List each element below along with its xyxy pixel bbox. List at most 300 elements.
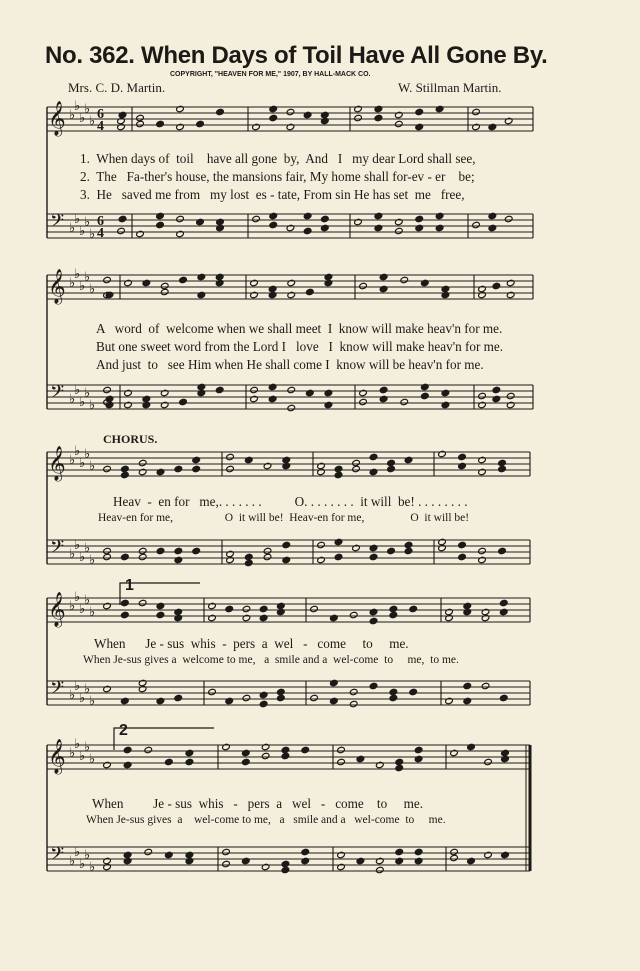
note-head [478, 456, 487, 463]
note-head [409, 605, 418, 612]
note-head [506, 291, 515, 298]
lyricist-credit: Mrs. C. D. Martin. [68, 80, 166, 95]
flat-icon: ♭ [74, 99, 81, 114]
note-head [176, 123, 185, 130]
note-head [123, 746, 132, 753]
note-head [498, 547, 507, 554]
note-head [445, 614, 454, 621]
note-head [174, 614, 183, 621]
note-head [208, 688, 217, 695]
note-head [277, 608, 286, 615]
note-head [498, 465, 507, 472]
note-head [354, 105, 363, 112]
note-head [374, 212, 383, 219]
note-head [103, 602, 112, 609]
flat-icon: ♭ [79, 111, 86, 126]
flat-icon: ♭ [89, 398, 96, 413]
note-head [321, 215, 330, 222]
note-head [488, 212, 497, 219]
note-head [287, 386, 296, 393]
note-head [438, 538, 447, 545]
note-head [488, 123, 497, 130]
flat-icon: ♭ [69, 746, 76, 761]
note-head [301, 857, 310, 864]
treble-clef-icon: 𝄞 [48, 101, 66, 136]
time-signature: 4 [97, 226, 104, 241]
note-head [259, 605, 268, 612]
note-head [124, 279, 133, 286]
note-head [369, 453, 378, 460]
note-head [435, 224, 444, 231]
note-head [226, 550, 235, 557]
note-head [337, 851, 346, 858]
note-head [317, 462, 326, 469]
note-head [144, 746, 153, 753]
note-head [472, 221, 481, 228]
note-head [387, 547, 396, 554]
note-head [192, 456, 201, 463]
note-head [472, 108, 481, 115]
note-head [225, 697, 234, 704]
note-head [244, 456, 253, 463]
note-head [138, 685, 147, 692]
note-head [352, 459, 361, 466]
note-head [484, 758, 493, 765]
note-head [138, 468, 147, 475]
note-head [334, 465, 343, 472]
note-head [185, 851, 194, 858]
note-head [160, 282, 169, 289]
note-head [369, 608, 378, 615]
note-head [404, 456, 413, 463]
flat-icon: ♭ [84, 682, 91, 697]
note-head [478, 401, 487, 408]
note-head [250, 291, 259, 298]
flat-icon: ♭ [89, 114, 96, 129]
note-head [103, 386, 112, 393]
note-head [310, 605, 319, 612]
note-head [124, 389, 133, 396]
note-head [142, 401, 151, 408]
note-head [349, 688, 358, 695]
note-head [268, 285, 277, 292]
flat-icon: ♭ [69, 392, 76, 407]
note-head [387, 465, 396, 472]
note-head [277, 602, 286, 609]
note-head [263, 547, 272, 554]
note-head [379, 395, 388, 402]
note-head [492, 395, 501, 402]
flat-icon: ♭ [69, 547, 76, 562]
flat-icon: ♭ [79, 395, 86, 410]
note-head [306, 288, 315, 295]
flat-icon: ♭ [69, 276, 76, 291]
note-head [282, 456, 291, 463]
note-head [103, 761, 112, 768]
note-head [359, 389, 368, 396]
note-head [395, 848, 404, 855]
note-head [142, 395, 151, 402]
note-head [269, 105, 278, 112]
note-head [356, 755, 365, 762]
note-head [498, 459, 507, 466]
note-head [421, 392, 430, 399]
note-head [374, 224, 383, 231]
verse-3-line-1: 3. He saved me from my lost es - tate, From sin He has set me free, [80, 187, 465, 202]
note-head [124, 401, 133, 408]
bass-clef-icon: 𝄢 [50, 844, 65, 869]
note-head [160, 288, 169, 295]
flat-icon: ♭ [79, 602, 86, 617]
note-head [192, 547, 201, 554]
note-head [121, 599, 130, 606]
treble-clef-icon: 𝄞 [48, 592, 66, 627]
note-head [330, 614, 339, 621]
note-head [303, 212, 312, 219]
note-head [121, 611, 130, 618]
note-head [121, 471, 130, 478]
note-head [374, 105, 383, 112]
note-head [349, 611, 358, 618]
second-ending-upper-text: When Je - sus whis - pers a wel - come to me. [92, 796, 424, 811]
composer-credit: W. Stillman Martin. [398, 80, 502, 95]
note-head [138, 547, 147, 554]
note-head [176, 105, 185, 112]
flat-icon: ♭ [84, 215, 91, 230]
note-head [481, 614, 490, 621]
note-head [261, 752, 270, 759]
note-head [250, 395, 259, 402]
note-head [478, 285, 487, 292]
flat-icon: ♭ [74, 845, 81, 860]
flat-icon: ♭ [74, 737, 81, 752]
flat-icon: ♭ [74, 590, 81, 605]
note-head [334, 538, 343, 545]
note-head [242, 605, 251, 612]
note-head [242, 749, 251, 756]
note-head [438, 544, 447, 551]
note-head [103, 553, 112, 560]
note-head [179, 276, 188, 283]
note-head [441, 291, 450, 298]
note-head [252, 215, 261, 222]
note-head [492, 386, 501, 393]
note-head [197, 383, 206, 390]
note-head [379, 285, 388, 292]
chorus-label: CHORUS. [103, 432, 158, 446]
note-head [103, 857, 112, 864]
note-head [389, 611, 398, 618]
note-head [301, 746, 310, 753]
note-head [138, 679, 147, 686]
note-head [196, 120, 205, 127]
note-head [121, 697, 130, 704]
note-head [334, 471, 343, 478]
note-head [250, 386, 259, 393]
note-head [478, 291, 487, 298]
note-head [330, 697, 339, 704]
note-head [123, 857, 132, 864]
note-head [259, 691, 268, 698]
note-head [282, 462, 291, 469]
note-head [281, 860, 290, 867]
note-head [268, 395, 277, 402]
copyright-notice: COPYRIGHT, "HEAVEN FOR ME," 1907, BY HALL-MACK CO. [170, 71, 371, 78]
note-head [197, 291, 206, 298]
note-head [174, 465, 183, 472]
verse-1-line-2: A word of welcome when we shall meet I know will make heav'n for me. [96, 321, 503, 336]
note-head [281, 752, 290, 759]
note-head [197, 273, 206, 280]
flat-icon: ♭ [74, 444, 81, 459]
note-head [369, 617, 378, 624]
note-head [324, 273, 333, 280]
note-head [438, 450, 447, 457]
note-head [501, 851, 510, 858]
flat-icon: ♭ [69, 854, 76, 869]
note-head [415, 224, 424, 231]
second-ending-lower-text: When Je-sus gives a wel-come to me, a smile and a wel-come to me. [86, 814, 446, 826]
note-head [441, 389, 450, 396]
note-head [478, 556, 487, 563]
note-head [269, 114, 278, 121]
note-head [450, 848, 459, 855]
note-head [176, 230, 185, 237]
note-head [458, 541, 467, 548]
flat-icon: ♭ [79, 691, 86, 706]
note-head [337, 863, 346, 870]
note-head [337, 746, 346, 753]
chorus-upper-text: Heav - en for me,. . . . . . . O. . . . . . . . it will be! . . . . . . . . [113, 494, 468, 509]
note-head [395, 227, 404, 234]
note-head [225, 605, 234, 612]
note-head [414, 755, 423, 762]
note-head [415, 123, 424, 130]
flat-icon: ♭ [79, 857, 86, 872]
flat-icon: ♭ [79, 456, 86, 471]
note-head [287, 291, 296, 298]
note-head [506, 401, 515, 408]
note-head [176, 215, 185, 222]
note-head [379, 386, 388, 393]
bass-clef-icon: 𝄢 [50, 382, 65, 407]
flat-icon: ♭ [79, 279, 86, 294]
note-head [463, 602, 472, 609]
note-head [376, 866, 385, 873]
note-head [226, 465, 235, 472]
note-head [156, 611, 165, 618]
note-head [197, 389, 206, 396]
note-head [118, 111, 127, 118]
flat-icon: ♭ [69, 688, 76, 703]
note-head [269, 212, 278, 219]
note-head [242, 857, 251, 864]
note-head [321, 224, 330, 231]
verse-3-line-2: And just to see Him when He shall come I know will be heav'n for me. [96, 357, 484, 372]
verse-1-line-1: 1. When days of toil have all gone by, And I my dear Lord shall see, [80, 151, 476, 166]
flat-icon: ♭ [89, 694, 96, 709]
note-head [196, 218, 205, 225]
flat-icon: ♭ [84, 593, 91, 608]
bass-clef-icon: 𝄢 [50, 537, 65, 562]
flat-icon: ♭ [89, 282, 96, 297]
note-head [185, 749, 194, 756]
flat-icon: ♭ [84, 848, 91, 863]
flat-icon: ♭ [69, 221, 76, 236]
note-head [156, 697, 165, 704]
flat-icon: ♭ [79, 224, 86, 239]
note-head [389, 688, 398, 695]
note-head [216, 224, 225, 231]
note-head [165, 758, 174, 765]
note-head [369, 468, 378, 475]
treble-clef-icon: 𝄞 [48, 739, 66, 774]
note-head [499, 599, 508, 606]
note-head [215, 273, 224, 280]
note-head [481, 682, 490, 689]
note-head [415, 108, 424, 115]
note-head [310, 694, 319, 701]
note-head [281, 866, 290, 873]
note-head [216, 108, 225, 115]
note-head [415, 215, 424, 222]
flat-icon: ♭ [84, 740, 91, 755]
note-head [369, 553, 378, 560]
note-head [414, 848, 423, 855]
note-head [208, 602, 217, 609]
note-head [286, 123, 295, 130]
note-head [215, 279, 224, 286]
note-head [277, 688, 286, 695]
chorus-lower-text: Heav-en for me, O it will be! Heav-en for me, O it will be! [98, 512, 470, 524]
note-head [445, 608, 454, 615]
note-head [435, 105, 444, 112]
note-head [376, 857, 385, 864]
note-head [226, 556, 235, 563]
note-head [174, 694, 183, 701]
note-head [156, 221, 165, 228]
treble-clef-icon: 𝄞 [48, 446, 66, 481]
flat-icon: ♭ [84, 386, 91, 401]
note-head [287, 279, 296, 286]
note-head [488, 224, 497, 231]
note-head [506, 392, 515, 399]
note-head [226, 453, 235, 460]
flat-icon: ♭ [74, 383, 81, 398]
note-head [321, 117, 330, 124]
note-head [472, 123, 481, 130]
note-head [414, 746, 423, 753]
note-head [144, 848, 153, 855]
flat-icon: ♭ [74, 679, 81, 694]
note-head [376, 761, 385, 768]
note-head [409, 688, 418, 695]
first-ending-upper-text: When Je - sus whis - pers a wel - come to me. [94, 636, 409, 651]
note-head [216, 218, 225, 225]
note-head [282, 541, 291, 548]
note-head [123, 851, 132, 858]
note-head [337, 758, 346, 765]
note-head [463, 697, 472, 704]
flat-icon: ♭ [69, 108, 76, 123]
note-head [306, 389, 315, 396]
note-head [395, 120, 404, 127]
note-head [263, 462, 272, 469]
flat-icon: ♭ [74, 267, 81, 282]
note-head [244, 559, 253, 566]
note-head [156, 212, 165, 219]
note-head [354, 114, 363, 121]
note-head [330, 679, 339, 686]
note-head [222, 848, 231, 855]
note-head [268, 291, 277, 298]
note-head [103, 276, 112, 283]
note-head [387, 459, 396, 466]
note-head [277, 694, 286, 701]
note-head [421, 279, 430, 286]
note-head [317, 541, 326, 548]
note-head [138, 599, 147, 606]
note-head [259, 614, 268, 621]
note-head [281, 746, 290, 753]
note-head [156, 120, 165, 127]
note-head [499, 608, 508, 615]
note-head [395, 111, 404, 118]
note-head [352, 544, 361, 551]
note-head [374, 114, 383, 121]
flat-icon: ♭ [89, 860, 96, 875]
note-head [389, 605, 398, 612]
note-head [136, 120, 145, 127]
note-head [287, 404, 296, 411]
time-signature: 6 [97, 214, 104, 229]
note-head [499, 694, 508, 701]
note-head [160, 389, 169, 396]
note-head [395, 218, 404, 225]
note-head [259, 700, 268, 707]
note-head [321, 111, 330, 118]
note-head [379, 273, 388, 280]
note-head [324, 279, 333, 286]
note-head [504, 215, 513, 222]
note-head [359, 282, 368, 289]
flat-icon: ♭ [89, 605, 96, 620]
flat-icon: ♭ [89, 553, 96, 568]
note-head [103, 863, 112, 870]
note-head [441, 285, 450, 292]
flat-icon: ♭ [69, 599, 76, 614]
note-head [118, 215, 127, 222]
note-head [506, 279, 515, 286]
note-head [185, 758, 194, 765]
note-head [301, 848, 310, 855]
note-head [450, 854, 459, 861]
note-head [478, 392, 487, 399]
note-head [324, 389, 333, 396]
note-head [174, 608, 183, 615]
note-head [121, 553, 130, 560]
note-head [174, 556, 183, 563]
note-head [142, 279, 151, 286]
note-head [263, 553, 272, 560]
note-head [117, 227, 126, 234]
note-head [317, 556, 326, 563]
note-head [317, 468, 326, 475]
note-head [352, 465, 361, 472]
note-head [501, 749, 510, 756]
note-head [356, 857, 365, 864]
flat-icon: ♭ [74, 212, 81, 227]
